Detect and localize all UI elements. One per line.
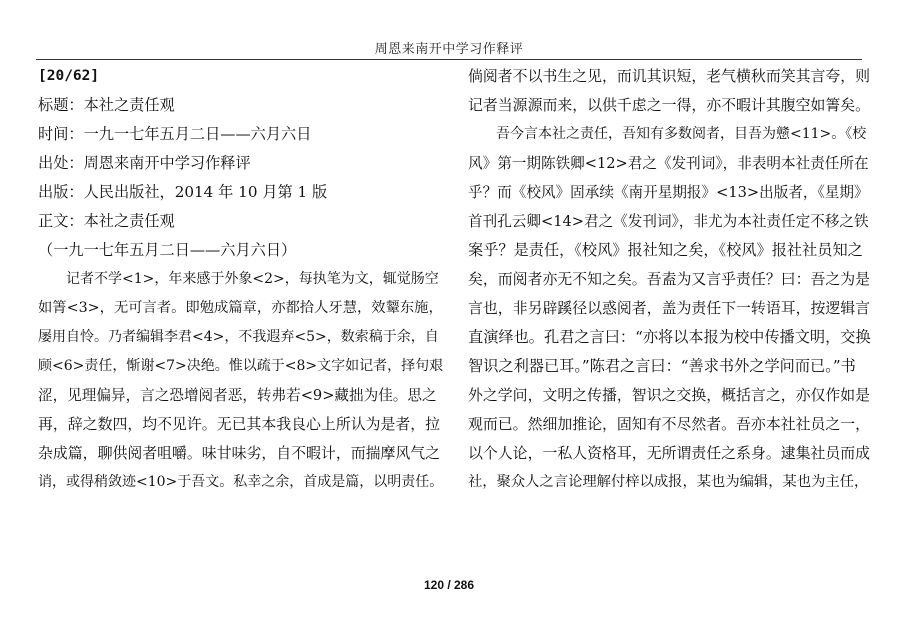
body-line: 以个人论，一私人资格耳，无所谓责任之系身。逮集社员而成 [468,444,871,462]
body-line: 记者当源源而来，以供千虑之一得，亦不暇计其腹空如箐矣。 [468,96,871,114]
meta-publisher: 出版：人民出版社，2014 年 10 月第 1 版 [38,183,328,201]
header-rule [36,59,862,60]
body-line: 直演绎也。孔君之言曰：“亦将以本报为校中传播文明，交换 [468,328,871,346]
body-line: 风》第一期陈铁卿<12>君之《发刊词》，非表明本社责任所在 [468,155,869,172]
entry-reference: [20/62] [38,68,100,84]
meta-text-title: 正文：本社之责任观 [38,212,175,230]
body-line: 记者不学<1>，年来感于外象<2>，每执笔为文，辄觉肠空 [38,271,439,287]
meta-source: 出处：周恩来南开中学习作释评 [38,154,251,172]
left-column [38,62,443,497]
body-line: 屡用自怜。乃者编辑李君<4>，不我遐弃<5>，数索稿于余，自 [38,329,439,345]
body-line: 矣，而阅者亦无不知之矣。吾盍为又言乎责任？曰：吾之为是 [468,270,871,288]
page-header [0,0,898,58]
body-line: 倘阅者不以书生之见，而讥其识短，老气横秋而笑其言夸，则 [468,67,871,85]
body-line: 观而已。然细加推论，固知有不尽然者。吾亦本社社员之一， [468,415,871,433]
body-line: 涩，见理偏异，言之恐增阅者恶，转弗若<9>藏拙为佳。思之 [38,387,437,404]
body-line: 首刊孔云卿<14>君之《发刊词》，非尤为本社责任定不移之铁 [468,213,869,230]
article-subtitle: （一九一七年五月二日——六月六日） [38,241,297,259]
body-line: 杂成篇，聊供阅者咀嚼。味甘味劣，自不暇计，而揣摩风气之 [38,444,441,462]
body-line: 再，辞之数四，均不见许。无已其本我良心上所认为是者，拉 [38,415,441,433]
right-column [468,62,873,497]
body-line: 如箐<3>，无可言者。即勉成篇章，亦都拾人牙慧，效颦东施， [38,300,443,316]
body-line: 社，聚众人之言论理解付梓以成报，某也为编辑，某也为主任， [468,474,869,490]
body-line: 外之学问，文明之传播，智识之交换，概括言之，亦仅作如是 [468,386,871,404]
body-line: 吾今言本社之责任，吾知有多数阅者，目吾为戆<11>。《校 [468,126,867,142]
body-line: 乎？而《校风》固承续《南开星期报》<13>出版者，《星期》 [468,184,869,201]
meta-date: 时间：一九一七年五月二日——六月六日 [38,125,312,143]
body-line: 智识之利器已耳。”陈君之言曰：“善求书外之学问而已。”书 [468,357,856,375]
page-number: 120 / 286 [423,578,475,592]
body-line: 案乎？是责任，《校风》报社知之矣，《校风》报社社员知之 [468,241,863,259]
meta-title: 标题：本社之责任观 [38,96,175,114]
body-line: 言也，非另辟蹊径以惑阅者，盖为责任下一转语耳，按逻辑言 [468,299,871,317]
body-line: 顾<6>责任，惭谢<7>决绝。惟以疏于<8>文字如记者，择句艰 [38,358,444,374]
body-line: 诮，或得稍敛迹<10>于吾文。私幸之余，首成是篇，以明责任。 [38,474,444,490]
running-header-title: 周恩来南开中学习作释评 [374,42,524,57]
